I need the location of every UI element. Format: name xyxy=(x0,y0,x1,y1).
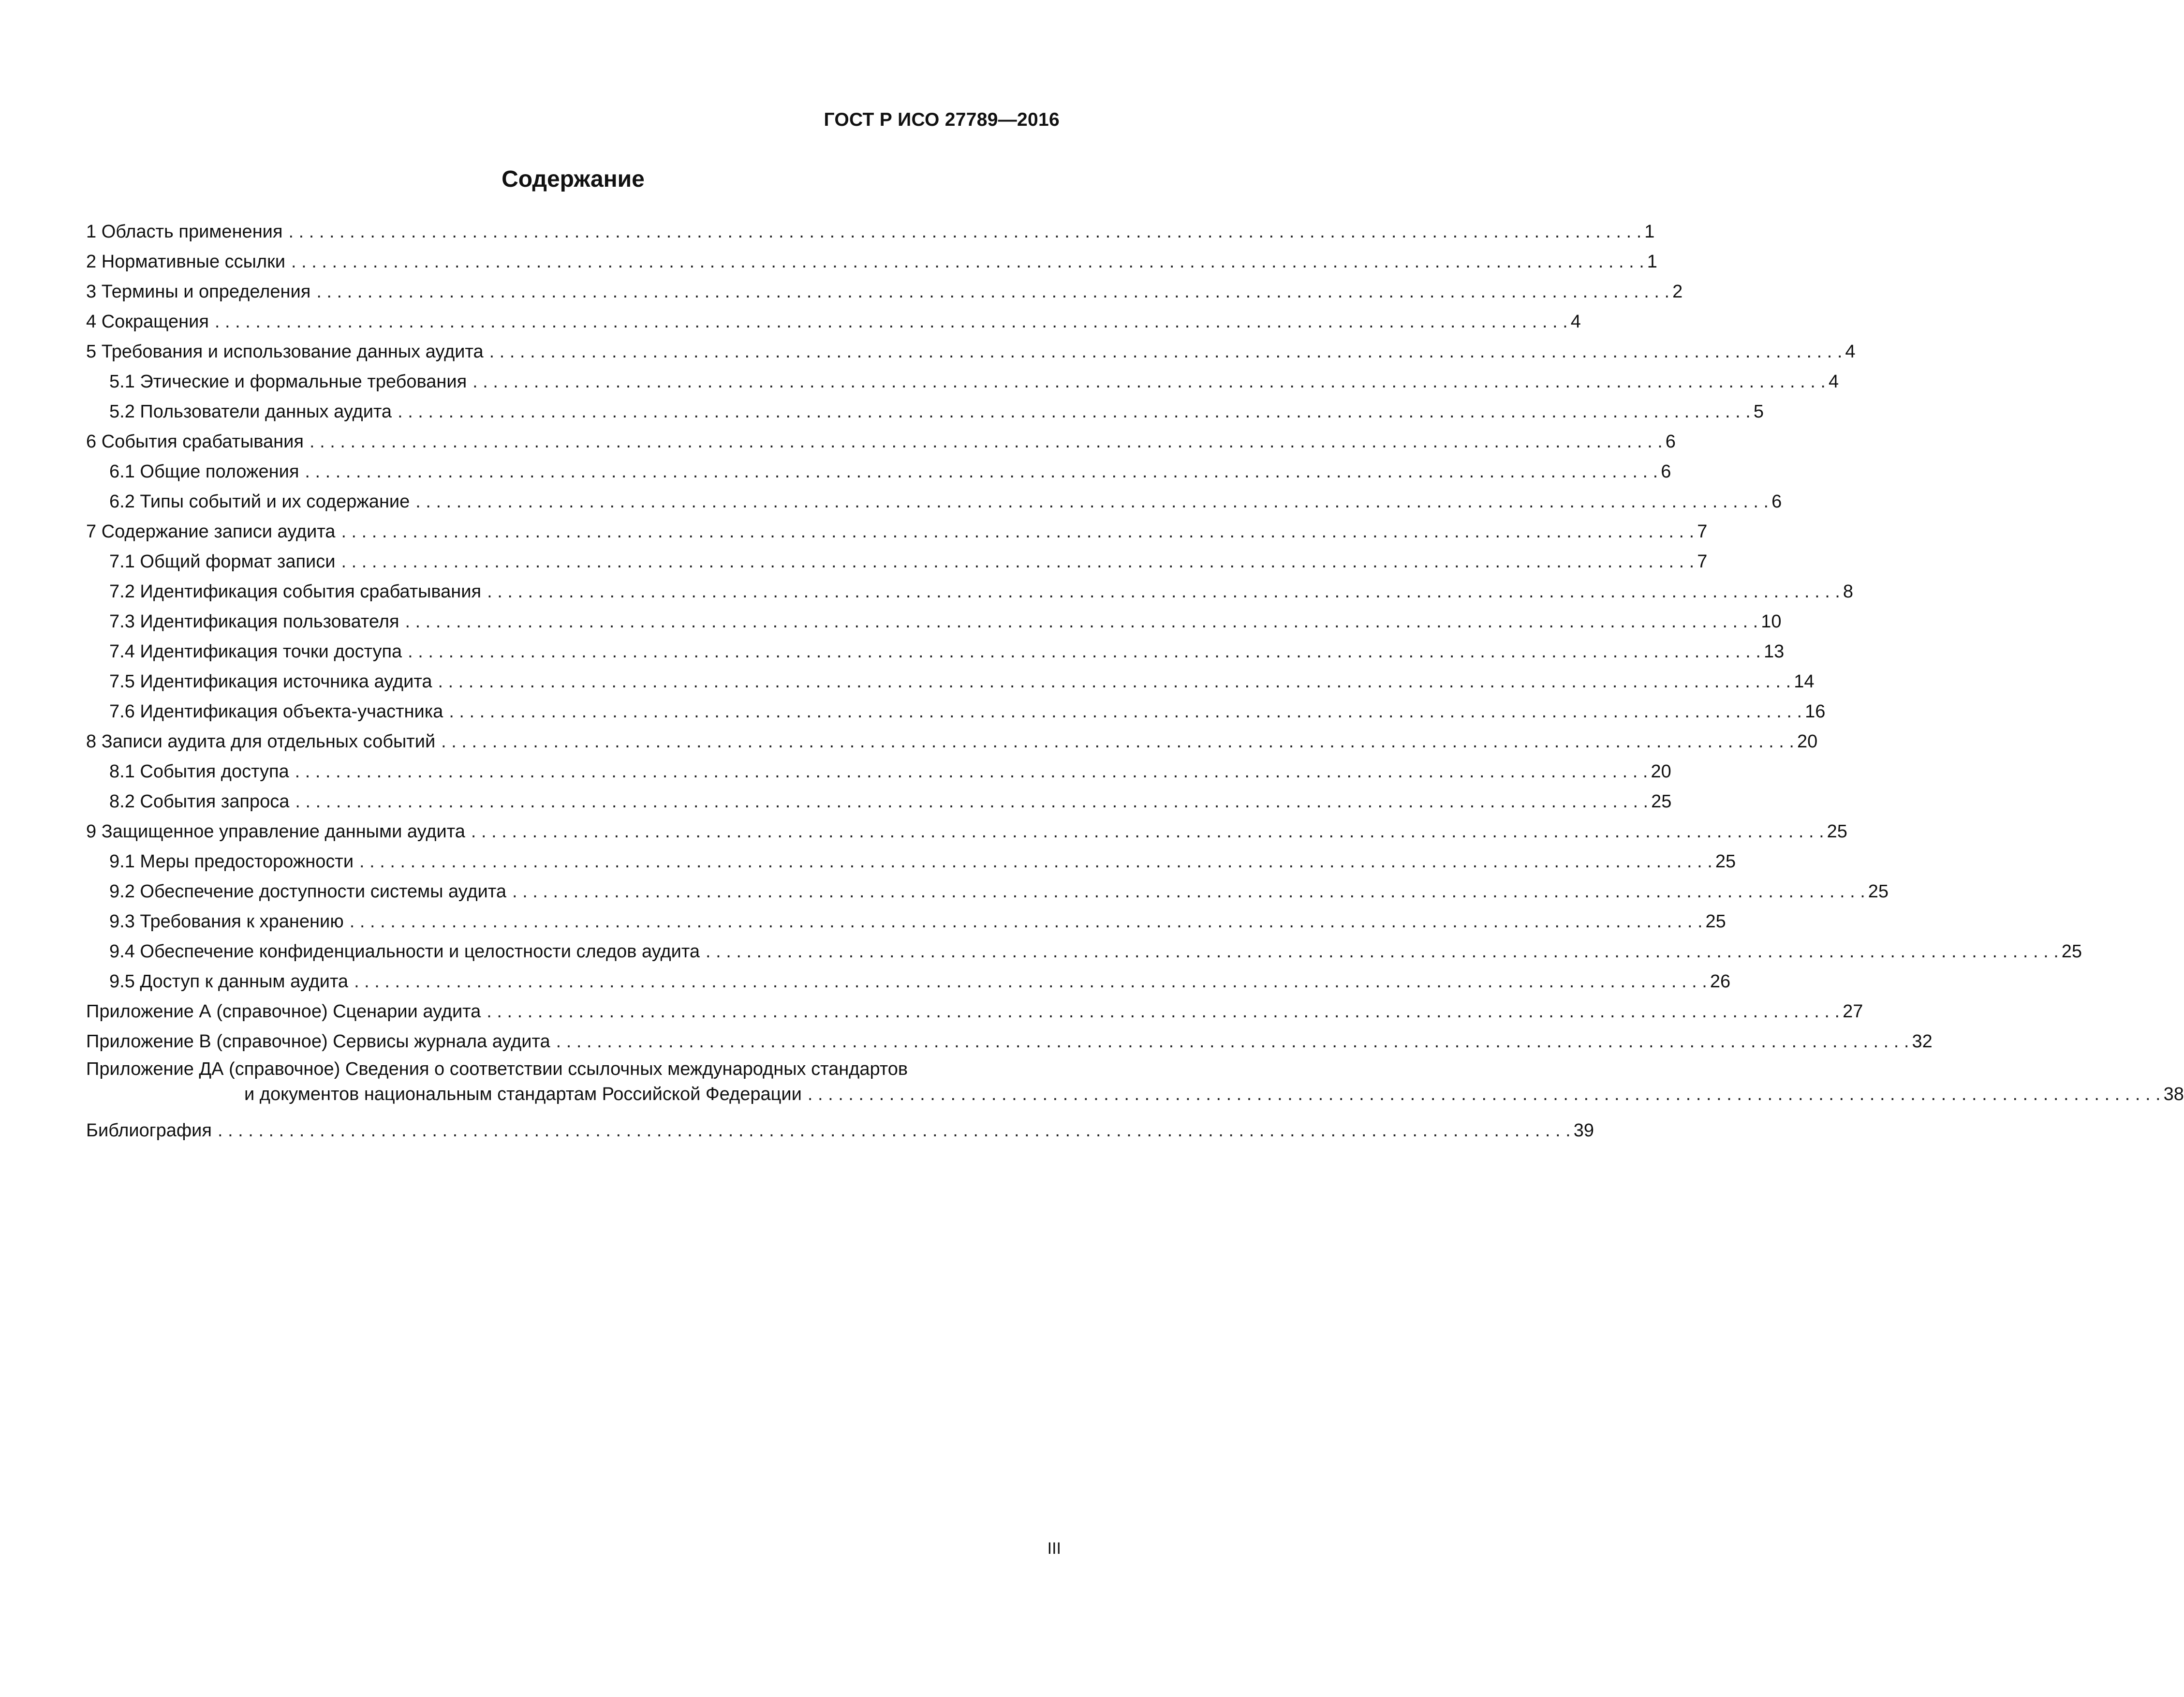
toc-entry-label: 8 Записи аудита для отдельных событий xyxy=(86,727,441,757)
toc-entry-page: 25 xyxy=(1868,881,1889,902)
table-of-contents xyxy=(86,217,2184,1146)
dot-leader xyxy=(472,367,1826,397)
toc-entry-page: 4 xyxy=(1845,342,1856,362)
toc-entry[interactable] xyxy=(86,967,1731,997)
dot-leader xyxy=(408,637,1761,667)
dot-leader xyxy=(398,397,1751,427)
dot-leader xyxy=(487,577,1840,607)
dot-leader xyxy=(341,547,1695,577)
toc-entry-page: 6 xyxy=(1661,461,1671,482)
toc-entry-label: 8.1 События доступа xyxy=(109,757,295,787)
toc-entry-label: 7.1 Общий формат записи xyxy=(109,547,341,577)
toc-entry-label: 5 Требования и использование данных аудита xyxy=(86,337,489,367)
toc-entry-label: Приложение А (справочное) Сценарии аудита xyxy=(86,997,487,1027)
toc-entry[interactable] xyxy=(86,397,1764,427)
dot-leader xyxy=(449,697,1802,727)
toc-entry-page: 7 xyxy=(1697,521,1708,542)
dot-leader xyxy=(556,1027,1909,1057)
dot-leader xyxy=(354,967,1707,997)
toc-entry-page: 14 xyxy=(1794,671,1815,692)
toc-entry-page: 10 xyxy=(1761,611,1782,632)
toc-entry-page: 6 xyxy=(1771,491,1782,512)
toc-entry[interactable] xyxy=(86,937,2082,967)
toc-entry[interactable] xyxy=(86,517,1708,547)
toc-entry-label: 5.2 Пользователи данных аудита xyxy=(109,397,398,427)
toc-entry[interactable] xyxy=(86,697,1826,727)
dot-leader xyxy=(415,487,1769,517)
document-code-header: ГОСТ Р ИСО 27789—2016 xyxy=(824,109,1060,130)
toc-entry[interactable] xyxy=(86,547,1708,577)
toc-entry-page: 20 xyxy=(1651,761,1671,782)
toc-entry-label: 6.1 Общие положения xyxy=(109,457,305,487)
toc-entry-label: 9.2 Обеспечение доступности системы аудита xyxy=(109,877,512,907)
toc-entry-annex-da[interactable] xyxy=(86,1057,2184,1116)
toc-entry[interactable] xyxy=(86,1027,1933,1057)
toc-entry-page: 25 xyxy=(1715,851,1736,872)
toc-entry-label: 9.4 Обеспечение конфиденциальности и целостности следов аудита xyxy=(109,937,706,967)
toc-entry-label-line1: Приложение ДА (справочное) Сведения о соответствии ссылочных международных стандартов xyxy=(86,1059,908,1079)
toc-entry[interactable] xyxy=(86,877,1889,907)
dot-leader xyxy=(316,277,1669,307)
toc-entry-page: 4 xyxy=(1570,312,1581,332)
toc-entry[interactable] xyxy=(86,907,1726,937)
dot-leader xyxy=(489,337,1843,367)
toc-entry-label: 7.3 Идентификация пользователя xyxy=(109,607,405,637)
dot-leader xyxy=(441,727,1794,757)
toc-entry-label: 4 Сокращения xyxy=(86,307,215,337)
dot-leader xyxy=(350,907,1703,937)
toc-entry[interactable] xyxy=(86,577,1854,607)
dot-leader xyxy=(215,307,1568,337)
toc-entry[interactable] xyxy=(86,817,1847,847)
toc-entry[interactable] xyxy=(86,367,1839,397)
toc-entry-label: 1 Область применения xyxy=(86,217,288,247)
toc-entry-label: 7.6 Идентификация объекта-участника xyxy=(109,697,449,727)
dot-leader xyxy=(405,607,1758,637)
dot-leader xyxy=(706,937,2059,967)
toc-entry-page: 25 xyxy=(1827,821,1847,842)
toc-entry-label: 7 Содержание записи аудита xyxy=(86,517,341,547)
toc-entry[interactable] xyxy=(86,307,1581,337)
toc-entry-label-line2: и документов национальным стандартам Российской Федерации xyxy=(244,1082,808,1107)
dot-leader xyxy=(310,427,1663,457)
dot-leader xyxy=(487,997,1840,1027)
toc-entry-label: 2 Нормативные ссылки xyxy=(86,247,291,277)
toc-entry[interactable] xyxy=(86,727,1818,757)
dot-leader xyxy=(288,217,1641,247)
toc-entry-page: 1 xyxy=(1644,222,1655,242)
toc-entry-page: 6 xyxy=(1665,432,1676,452)
toc-entry[interactable] xyxy=(86,847,1736,877)
dot-leader xyxy=(291,247,1644,277)
dot-leader xyxy=(295,757,1648,787)
toc-entry-page: 26 xyxy=(1710,971,1731,992)
toc-entry[interactable] xyxy=(86,757,1671,787)
toc-entry[interactable] xyxy=(86,217,1655,247)
toc-entry-label: Приложение В (справочное) Сервисы журнала аудита xyxy=(86,1027,556,1057)
dot-leader xyxy=(295,787,1648,817)
toc-entry-page: 38 xyxy=(2163,1084,2184,1104)
toc-entry-label: 9.3 Требования к хранению xyxy=(109,907,350,937)
toc-entry-label: 9.5 Доступ к данным аудита xyxy=(109,967,354,997)
toc-entry-label: 7.5 Идентификация источника аудита xyxy=(109,667,438,697)
toc-entry-bibliography[interactable] xyxy=(86,1116,1594,1146)
toc-entry-label: 6 События срабатывания xyxy=(86,427,310,457)
dot-leader xyxy=(512,877,1865,907)
toc-entry-label: 7.2 Идентификация события срабатывания xyxy=(109,577,487,607)
toc-entry-label: 3 Термины и определения xyxy=(86,277,316,307)
toc-entry-page: 16 xyxy=(1805,701,1826,722)
toc-entry-page: 7 xyxy=(1697,551,1708,572)
toc-entry-label: 9.1 Меры предосторожности xyxy=(109,847,359,877)
toc-entry[interactable] xyxy=(86,457,1671,487)
toc-entry-page: 25 xyxy=(1651,791,1672,812)
toc-entry-label: 7.4 Идентификация точки доступа xyxy=(109,637,408,667)
toc-entry[interactable] xyxy=(86,277,1683,307)
toc-entry-page: 1 xyxy=(1647,252,1657,272)
toc-entry-page: 13 xyxy=(1763,641,1785,662)
toc-entry-label: 6.2 Типы событий и их содержание xyxy=(109,487,415,517)
dot-leader xyxy=(359,847,1712,877)
toc-entry-page: 32 xyxy=(1912,1031,1933,1052)
dot-leader xyxy=(305,457,1658,487)
toc-entry-label: 8.2 События запроса xyxy=(109,787,295,817)
toc-entry-label: 5.1 Этические и формальные требования xyxy=(109,367,472,397)
toc-entry[interactable] xyxy=(86,607,1782,637)
dot-leader xyxy=(438,667,1791,697)
toc-entry-page: 2 xyxy=(1672,282,1683,302)
toc-entry[interactable] xyxy=(86,637,1785,667)
toc-entry-page: 27 xyxy=(1843,1001,1863,1022)
toc-entry[interactable] xyxy=(86,427,1676,457)
page-number: III xyxy=(1047,1539,1061,1558)
toc-entry-page: 20 xyxy=(1797,731,1818,752)
toc-entry-page: 39 xyxy=(1573,1120,1594,1141)
dot-leader xyxy=(218,1116,1571,1146)
toc-title: Содержание xyxy=(502,166,645,192)
toc-entry-label: Библиография xyxy=(86,1116,218,1146)
toc-entry-page: 4 xyxy=(1828,372,1839,392)
toc-entry[interactable] xyxy=(86,247,1657,277)
dot-leader xyxy=(471,817,1824,847)
toc-entry[interactable] xyxy=(86,787,1672,817)
toc-entry[interactable] xyxy=(86,667,1815,697)
toc-entry-page: 8 xyxy=(1843,581,1854,602)
dot-leader xyxy=(341,517,1694,547)
toc-entry-page: 25 xyxy=(1705,911,1726,932)
toc-entry-page: 5 xyxy=(1753,402,1764,422)
toc-entry[interactable] xyxy=(86,997,1863,1027)
toc-entry-page: 25 xyxy=(2061,941,2082,962)
toc-entry[interactable] xyxy=(86,487,1782,517)
dot-leader xyxy=(808,1082,2161,1107)
toc-entry[interactable] xyxy=(86,337,1856,367)
toc-entry-label: 9 Защищенное управление данными аудита xyxy=(86,817,471,847)
